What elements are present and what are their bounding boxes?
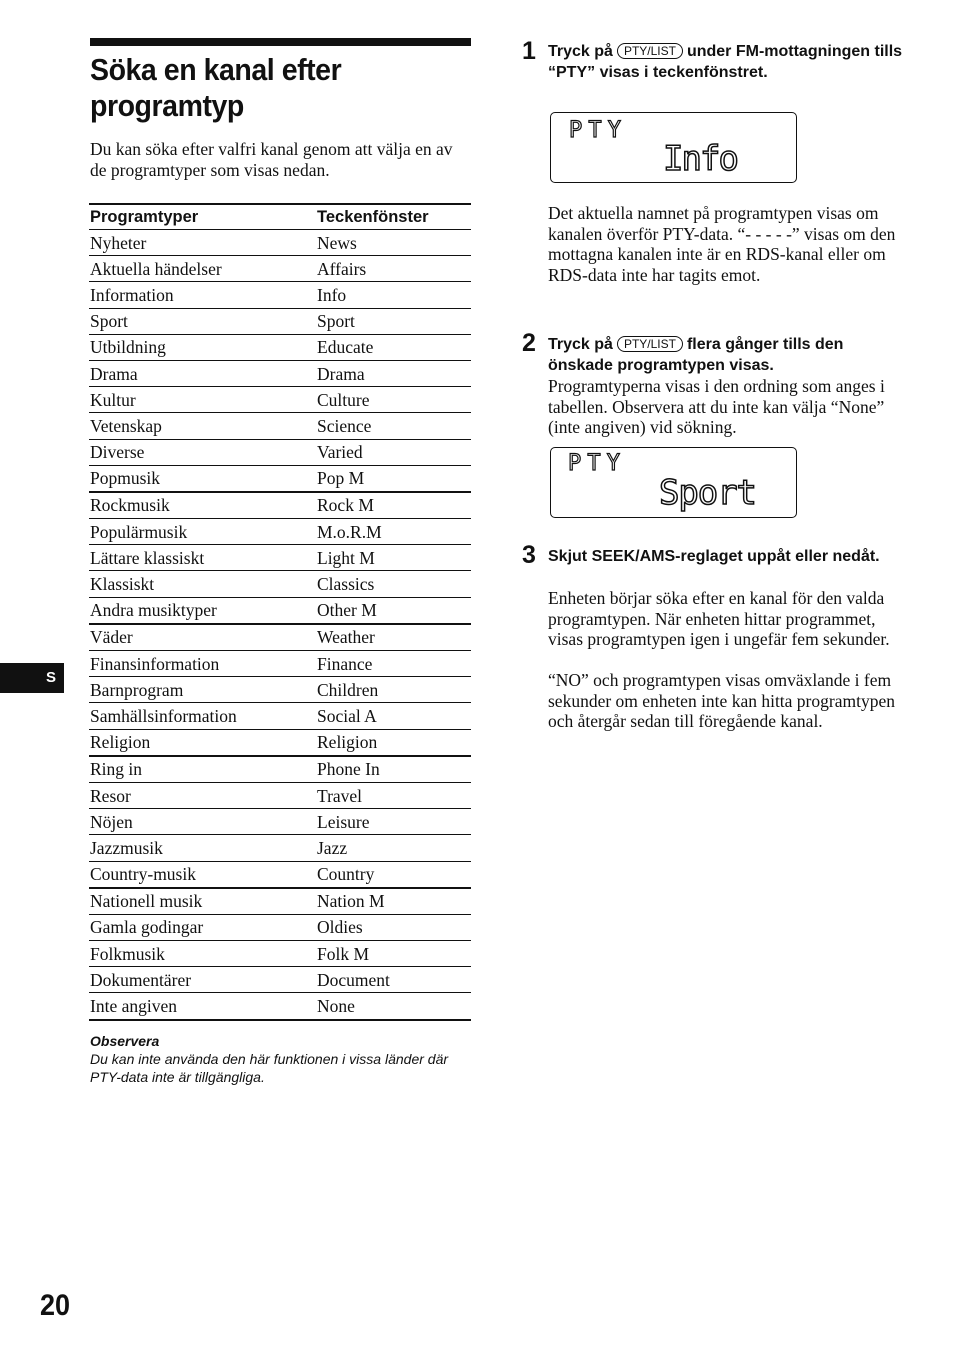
note-text: Du kan inte använda den här funktionen i vissa länder där PTY-data inte är tillgängliga. xyxy=(90,1051,449,1085)
display-value: Sport xyxy=(659,473,757,513)
program-type-cell: Country-musik xyxy=(89,861,316,888)
program-type-cell: Nöjen xyxy=(89,809,316,835)
display-name-cell: Info xyxy=(316,282,471,308)
table-row xyxy=(89,545,471,571)
program-type-cell: Klassiskt xyxy=(89,571,316,597)
display-name-cell: Folk M xyxy=(316,941,471,967)
program-type-cell: Nyheter xyxy=(89,230,316,256)
program-type-cell: Sport xyxy=(89,308,316,334)
step-3-body: Enheten börjar söka efter en kanal för den valda programtypen. När enheten hittar programmet, visas programtypen igen i ungefär fem sekunder. xyxy=(548,588,890,650)
table-row xyxy=(89,756,471,783)
step-1-title-before: Tryck på xyxy=(548,43,613,60)
section-tab: S xyxy=(0,663,64,693)
program-type-cell: Rockmusik xyxy=(89,492,316,519)
step-2-title xyxy=(548,335,908,376)
program-type-cell: Väder xyxy=(89,624,316,651)
display-name-cell: None xyxy=(316,993,471,1020)
program-type-cell: Drama xyxy=(89,360,316,386)
display-name-cell: Educate xyxy=(316,334,471,360)
program-type-cell: Vetenskap xyxy=(89,413,316,439)
step-2-number: 2 xyxy=(522,329,536,357)
table-row xyxy=(89,809,471,835)
program-type-cell: Folkmusik xyxy=(89,941,316,967)
table-row xyxy=(89,597,471,624)
program-type-cell: Inte angiven xyxy=(89,993,316,1020)
step-3-number: 3 xyxy=(522,541,536,569)
table-header-row xyxy=(89,204,471,230)
table-row xyxy=(89,624,471,651)
display-name-cell: Children xyxy=(316,677,471,703)
table-row xyxy=(89,256,471,282)
program-type-cell: Popmusik xyxy=(89,465,316,492)
program-type-cell: Resor xyxy=(89,782,316,808)
table-body xyxy=(89,230,471,1020)
step-1-body: Det aktuella namnet på programtypen visas om kanalen överför PTY-data. “- - - - -” visas om den mottagna kanalen inte är en RDS-kanal eller om RDS-data inte har tagits emot. xyxy=(548,203,896,285)
table-row xyxy=(89,571,471,597)
display-name-cell: Light M xyxy=(316,545,471,571)
display-name-cell: Religion xyxy=(316,729,471,756)
program-type-cell: Information xyxy=(89,282,316,308)
display-name-cell: Country xyxy=(316,861,471,888)
table-row xyxy=(89,729,471,756)
table-row xyxy=(89,492,471,519)
table-row xyxy=(89,519,471,545)
step-1-title-after: under FM-mottagningen tills “PTY” visas i teckenfönstret. xyxy=(548,43,903,81)
program-type-cell: Religion xyxy=(89,729,316,756)
display-name-cell: Pop M xyxy=(316,465,471,492)
display-name-cell: Affairs xyxy=(316,256,471,282)
display-name-cell: Travel xyxy=(316,782,471,808)
display-name-cell: Drama xyxy=(316,360,471,386)
program-type-cell: Barnprogram xyxy=(89,677,316,703)
display-name-cell: Culture xyxy=(316,387,471,413)
table-row xyxy=(89,282,471,308)
table-row xyxy=(89,914,471,940)
table-row xyxy=(89,888,471,915)
program-type-cell: Ring in xyxy=(89,756,316,783)
step-1-number: 1 xyxy=(522,37,536,65)
display-label: PTY xyxy=(569,118,621,143)
table-row xyxy=(89,677,471,703)
program-type-cell: Jazzmusik xyxy=(89,835,316,861)
table-row xyxy=(89,360,471,386)
display-name-cell: Document xyxy=(316,967,471,993)
display-name-cell: M.o.R.M xyxy=(316,519,471,545)
table-row xyxy=(89,387,471,413)
program-type-cell: Populärmusik xyxy=(89,519,316,545)
step-2-body: Programtyperna visas i den ordning som anges i tabellen. Observera att du inte kan välja “None” (inte angiven) vid sökning. xyxy=(548,376,885,438)
page-number: 20 xyxy=(40,1289,71,1322)
program-type-cell: Lättare klassiskt xyxy=(89,545,316,571)
display-sport xyxy=(550,447,797,518)
display-name-cell: Oldies xyxy=(316,914,471,940)
step-3-body-2: “NO” och programtypen visas omväxlande i fem sekunder om enheten inte kan hitta programtypen och återgår sedan till föregående kanal. xyxy=(548,670,895,732)
display-name-cell: News xyxy=(316,230,471,256)
table-row xyxy=(89,651,471,677)
pty-list-key: PTY/LIST xyxy=(617,43,683,59)
program-type-cell: Andra musiktyper xyxy=(89,597,316,624)
program-type-cell: Gamla godingar xyxy=(89,914,316,940)
table-row xyxy=(89,230,471,256)
pty-list-key: PTY/LIST xyxy=(617,336,683,352)
step-2-title-before: Tryck på xyxy=(548,336,613,353)
table-row xyxy=(89,703,471,729)
display-name-cell: Phone In xyxy=(316,756,471,783)
display-name-cell: Social A xyxy=(316,703,471,729)
table-row xyxy=(89,967,471,993)
display-name-cell: Finance xyxy=(316,651,471,677)
display-label: PTY xyxy=(568,451,620,476)
program-type-cell: Diverse xyxy=(89,439,316,465)
step-1-title xyxy=(548,42,908,83)
table-row xyxy=(89,993,471,1020)
program-type-cell: Utbildning xyxy=(89,334,316,360)
table-row xyxy=(89,782,471,808)
display-value: Info xyxy=(663,139,739,179)
column-header-program-types: Programtyper xyxy=(89,204,316,230)
program-type-table xyxy=(89,203,471,1021)
display-name-cell: Rock M xyxy=(316,492,471,519)
display-info xyxy=(550,112,797,183)
display-name-cell: Varied xyxy=(316,439,471,465)
table-row xyxy=(89,835,471,861)
table-row xyxy=(89,861,471,888)
table-row xyxy=(89,413,471,439)
display-name-cell: Classics xyxy=(316,571,471,597)
program-type-cell: Dokumentärer xyxy=(89,967,316,993)
column-header-display: Teckenfönster xyxy=(316,204,471,230)
program-type-cell: Kultur xyxy=(89,387,316,413)
program-type-cell: Nationell musik xyxy=(89,888,316,915)
step-2-title-after: flera gånger tills den önskade programtypen visas. xyxy=(548,336,844,374)
display-name-cell: Other M xyxy=(316,597,471,624)
table-row xyxy=(89,334,471,360)
display-name-cell: Jazz xyxy=(316,835,471,861)
display-name-cell: Nation M xyxy=(316,888,471,915)
table-row xyxy=(89,439,471,465)
note-title: Observera xyxy=(90,1033,160,1049)
display-name-cell: Science xyxy=(316,413,471,439)
title-rule xyxy=(90,38,471,46)
table-row xyxy=(89,308,471,334)
display-name-cell: Weather xyxy=(316,624,471,651)
table-row xyxy=(89,465,471,492)
intro-paragraph: Du kan söka efter valfri kanal genom att välja en av de programtyper som visas nedan. xyxy=(90,139,453,180)
display-name-cell: Sport xyxy=(316,308,471,334)
table-row xyxy=(89,941,471,967)
program-type-cell: Samhällsinformation xyxy=(89,703,316,729)
display-name-cell: Leisure xyxy=(316,809,471,835)
step-3-title: Skjut SEEK/AMS-reglaget uppåt eller nedåt. xyxy=(548,548,880,565)
program-type-cell: Aktuella händelser xyxy=(89,256,316,282)
program-type-cell: Finansinformation xyxy=(89,651,316,677)
page-title: Söka en kanal efter programtyp xyxy=(90,52,342,123)
